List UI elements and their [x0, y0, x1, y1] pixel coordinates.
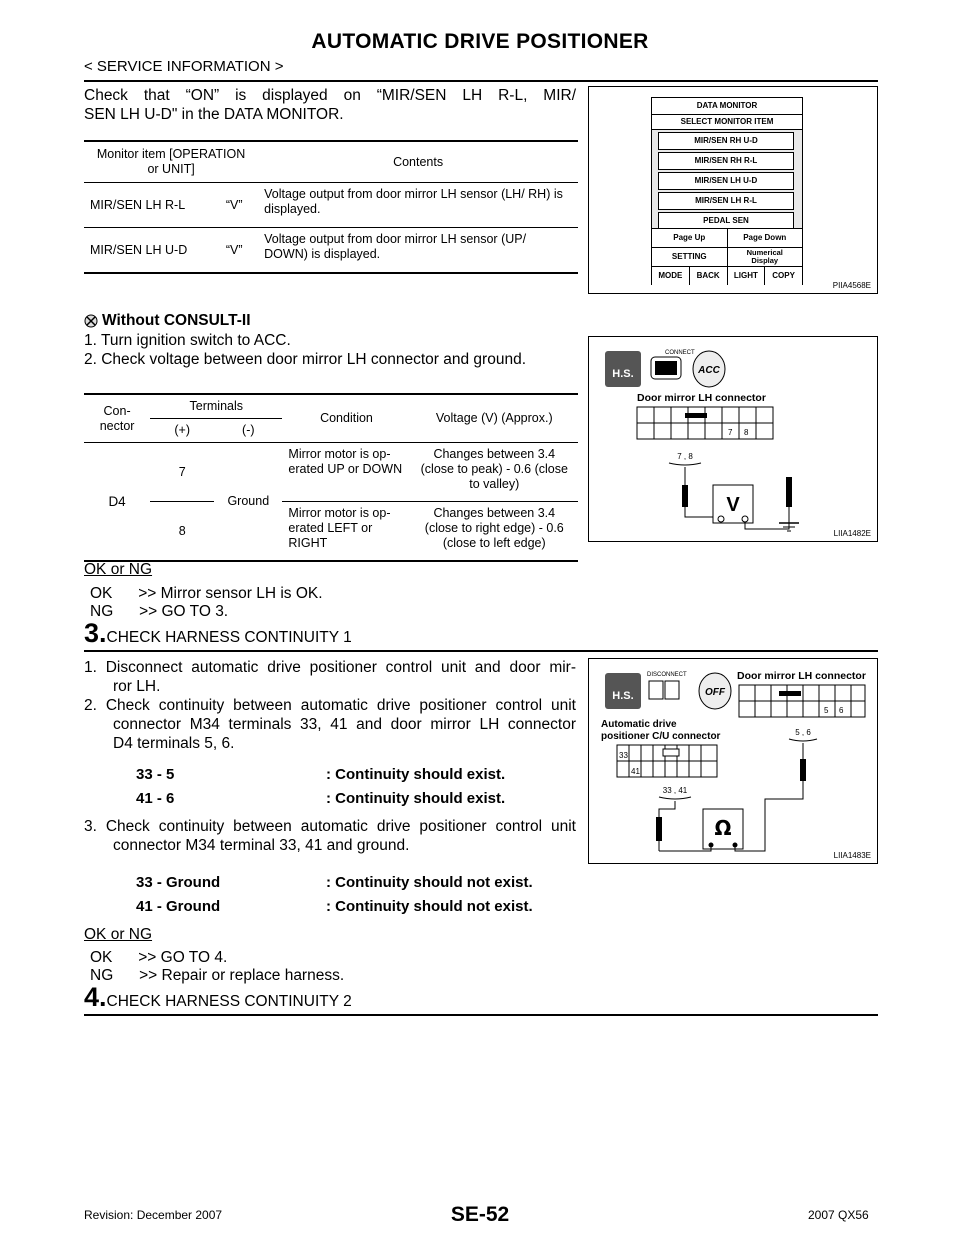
header-plus: (+): [150, 419, 214, 443]
cont-result: : Continuity should exist.: [326, 766, 506, 783]
screen-title: DATA MONITOR: [652, 98, 802, 115]
monitor-contents: Voltage output from door mirror LH sensor (UP/ DOWN) is displayed.: [264, 232, 527, 261]
step-3-2c: D4 terminals 5, 6.: [113, 735, 235, 752]
table-row: [84, 502, 578, 562]
figure-id: LIIA1483E: [833, 851, 871, 860]
screen-item: MIR/SEN LH R-L: [658, 192, 794, 210]
fig3-t5: 5: [824, 706, 829, 715]
ohmmeter-symbol: Ω: [714, 816, 732, 840]
cont-pins: 33 - Ground: [136, 874, 221, 891]
terminal-7: 7: [178, 464, 186, 479]
fig3-cu-label-1: Automatic drive: [601, 719, 677, 730]
figure-continuity-check: [588, 658, 878, 864]
step-3-number: 3.: [84, 618, 107, 648]
without-consult-text: Without CONSULT-II: [102, 312, 251, 329]
table-row: [84, 183, 578, 228]
condition-cell: Mirror motor is op- erated UP or DOWN: [288, 447, 403, 476]
connector-d4: D4: [84, 443, 150, 562]
screen-subtitle: SELECT MONITOR ITEM: [652, 115, 802, 130]
monitor-item: MIR/SEN LH R-L: [90, 197, 186, 212]
step-4-heading: [84, 982, 352, 1013]
cont-pins: 41 - Ground: [136, 898, 221, 915]
voltmeter-symbol: V: [726, 494, 740, 516]
probe-minus: [786, 477, 792, 507]
figure-data-monitor: [588, 86, 878, 294]
fig2-t8: 8: [744, 428, 749, 437]
numerical-display-button: [728, 248, 803, 266]
ng-result-1: NG >> GO TO 3.: [90, 603, 229, 620]
fig3-t41: 41: [631, 767, 640, 776]
figure-id: LIIA1482E: [833, 529, 871, 538]
step-4-number: 4.: [84, 982, 107, 1012]
header-condition: Condition: [282, 394, 410, 443]
display-label: Display: [751, 256, 779, 265]
cont-pins: 41 - 6: [136, 790, 175, 807]
fig3-probe-left-label: 33 , 41: [662, 786, 688, 795]
intro-line-2: SEN LH U-D" in the DATA MONITOR.: [84, 106, 344, 123]
header-rule: [84, 80, 878, 82]
page-down-button: Page Down: [743, 233, 787, 242]
condition-cell: Mirror motor is op- erated LEFT or RIGHT: [288, 506, 391, 550]
page-up-button: Page Up: [652, 229, 728, 247]
fig3-mirror-label: Door mirror LH connector: [737, 670, 866, 682]
step-3-3b: connector M34 terminal 33, 41 and ground.: [113, 837, 410, 854]
step-3-2a: 2. Check continuity between automatic drive positioner control unit: [84, 697, 576, 714]
probe-right: [800, 759, 806, 781]
table-row: [84, 443, 578, 502]
monitor-unit: “V”: [225, 197, 243, 212]
page-number: SE-52: [450, 1203, 510, 1226]
acc-text: ACC: [698, 365, 720, 376]
hs-badge-text: H.S.: [612, 368, 634, 380]
ok-ng-heading-2: OK or NG: [84, 926, 153, 943]
fig2-connector-label: Door mirror LH connector: [637, 392, 766, 404]
ground-cell: Ground: [214, 443, 282, 562]
cont-result: : Continuity should not exist.: [326, 874, 533, 891]
mode-button: MODE: [652, 267, 690, 285]
screen-item: MIR/SEN LH U-D: [658, 172, 794, 190]
step-3-2b: connector M34 terminals 33, 41 and door mirror LH connector: [113, 716, 576, 733]
intro-line-1: Check that “ON” is displayed on “MIR/SEN LH R-L, MIR/: [84, 87, 576, 104]
monitor-header-contents: Contents: [393, 154, 444, 169]
step-4-title: CHECK HARNESS CONTINUITY 2: [106, 993, 352, 1010]
page-title: AUTOMATIC DRIVE POSITIONER: [311, 30, 649, 53]
without-step-1: 1. Turn ignition switch to ACC.: [84, 332, 291, 349]
header-connector: Con- nector: [84, 394, 150, 443]
step-3-1b: ror LH.: [113, 678, 161, 695]
header-terminals: Terminals: [150, 394, 282, 419]
monitor-table: [84, 140, 578, 274]
monitor-screen: [651, 97, 803, 285]
without-step-2: 2. Check voltage between door mirror LH connector and ground.: [84, 351, 526, 368]
voltage-table: [84, 393, 578, 562]
ok-result-2: OK >> GO TO 4.: [90, 949, 228, 966]
copy-button: COPY: [772, 271, 795, 280]
model-year: 2007 QX56: [808, 1208, 869, 1222]
terminal-8: 8: [178, 523, 186, 538]
without-consult-heading: [84, 312, 251, 330]
monitor-unit: “V”: [225, 242, 243, 257]
step-3-title: CHECK HARNESS CONTINUITY 1: [106, 629, 352, 646]
fig2-probe-label: 7 , 8: [677, 452, 693, 461]
header-voltage: Voltage (V) (Approx.): [411, 394, 578, 443]
connect-text: CONNECT: [665, 350, 695, 356]
fig3-probe-right-label: 5 , 6: [795, 728, 811, 737]
probe-left: [656, 817, 662, 841]
monitor-header-item: Monitor item [OPERATION or UNIT]: [96, 147, 246, 176]
header-minus: (-): [214, 419, 282, 443]
light-button: LIGHT: [728, 267, 766, 285]
cont-result: : Continuity should exist.: [326, 790, 506, 807]
monitor-contents: Voltage output from door mirror LH sensor (LH/ RH) is displayed.: [264, 187, 563, 216]
fig3-t33: 33: [619, 751, 628, 760]
ok-ng-heading-1: OK or NG: [84, 561, 153, 578]
figure-voltage-check: [588, 336, 878, 542]
fig2-t7: 7: [728, 428, 733, 437]
step-3-heading: [84, 618, 352, 649]
step-3-3a: 3. Check continuity between automatic drive positioner control unit: [84, 818, 576, 835]
voltage-cell: Changes between 3.4 (close to peak) - 0.6 (close to valley): [420, 447, 568, 491]
numerical-label: Numerical: [746, 248, 783, 257]
screen-item: PEDAL SEN: [658, 212, 794, 230]
back-button: BACK: [690, 267, 728, 285]
screen-item: MIR/SEN RH R-L: [658, 152, 794, 170]
cont-pins: 33 - 5: [136, 766, 175, 783]
section-label: < SERVICE INFORMATION >: [84, 58, 284, 75]
cont-result: : Continuity should not exist.: [326, 898, 533, 915]
fig3-t6: 6: [839, 706, 844, 715]
setting-button: SETTING: [652, 248, 728, 266]
screen-item: MIR/SEN RH U-D: [658, 132, 794, 150]
ng-result-2: NG >> Repair or replace harness.: [90, 967, 345, 984]
step-4-rule: [84, 1014, 878, 1016]
monitor-item: MIR/SEN LH U-D: [90, 242, 188, 257]
table-row: [84, 228, 578, 274]
step-3-rule: [84, 650, 878, 652]
fig3-cu-label-2: positioner C/U connector: [601, 731, 721, 742]
figure-id: PIIA4568E: [832, 281, 871, 290]
step-3-1a: 1. Disconnect automatic drive positioner control unit and door mir-: [84, 659, 576, 676]
voltage-cell: Changes between 3.4 (close to right edge) - 0.6 (close to left edge): [424, 506, 564, 550]
probe-plus: [682, 485, 688, 507]
ok-result-1: OK >> Mirror sensor LH is OK.: [90, 585, 323, 602]
off-text: OFF: [705, 687, 725, 698]
disconnect-text: DISCONNECT: [647, 672, 687, 678]
hs-badge-text: H.S.: [612, 690, 634, 702]
revision-date: Revision: December 2007: [84, 1208, 223, 1222]
tool-icon: [84, 314, 98, 328]
